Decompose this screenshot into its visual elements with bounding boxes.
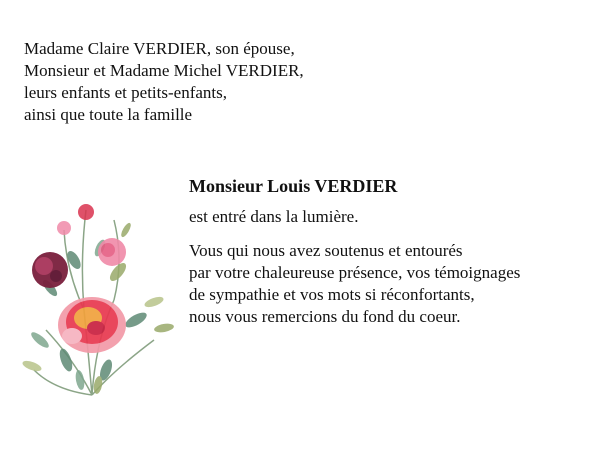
announcement-text: est entré dans la lumière. (189, 207, 359, 226)
family-line: Monsieur et Madame Michel VERDIER, (24, 61, 304, 80)
watercolor-flower-bouquet-icon (14, 190, 182, 410)
announcement-block (189, 174, 589, 328)
thanks-line: de sympathie et vos mots si réconfortants, (189, 285, 475, 304)
family-line: ainsi que toute la famille (24, 105, 193, 124)
family-line: leurs enfants et petits-enfants, (24, 83, 227, 102)
thanks-line: par votre chaleureuse présence, vos témoignages (189, 263, 521, 282)
thanks-paragraph (189, 240, 589, 328)
thanks-line: nous vous remercions du fond du coeur. (189, 307, 461, 326)
family-line: Madame Claire VERDIER, son épouse, (24, 39, 295, 58)
deceased-name: Monsieur Louis VERDIER (189, 176, 398, 196)
thanks-line: Vous qui nous avez soutenus et entourés (189, 241, 463, 260)
family-list (24, 38, 304, 126)
